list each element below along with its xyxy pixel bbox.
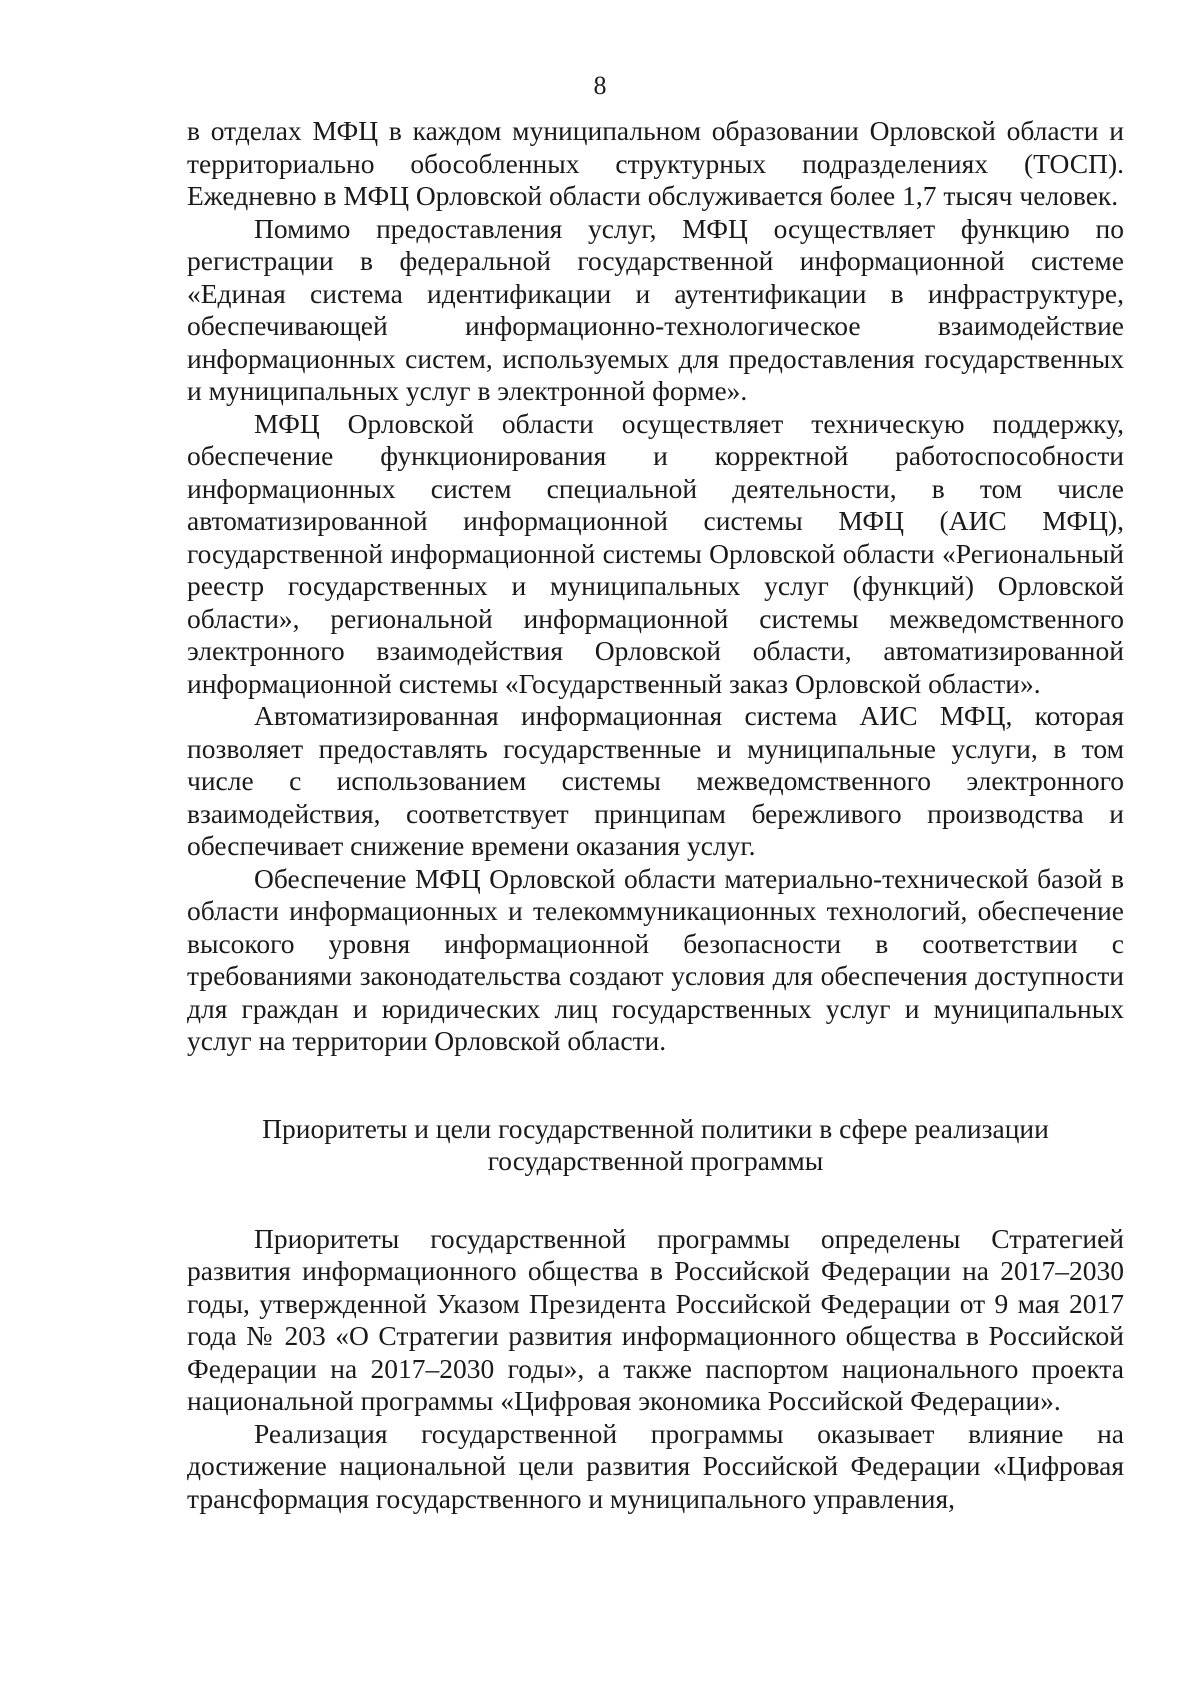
spacer bbox=[187, 1178, 1124, 1223]
spacer bbox=[187, 1058, 1124, 1113]
paragraph-ais-mfc: Автоматизированная информационная система АИС МФЦ, которая позволяет предоставлять государственные и муниципальные услуги, в том числе с использованием системы межведомственного электронного взаимодействия, соответствует принципам бережливого производства и обеспечивает снижение времени оказания услуг. bbox=[187, 700, 1124, 861]
paragraph-technical-support: МФЦ Орловской области осуществляет техническую поддержку, обеспечение функционирования и корректной работоспособности информационных систем специальной деятельности, в том числе автоматизированной информационной системы МФЦ (АИС МФЦ), государственной информационной системы Орловской области «Региональный реестр государственных и муниципальных услуг (функций) Орловской области», региональной информационной системы межведомственного электронного взаимодействия Орловской области, автоматизированной информационной системы «Государственный заказ Орловской области». bbox=[187, 407, 1124, 699]
paragraph-continuation: в отделах МФЦ в каждом муниципальном образовании Орловской области и территориально обособленных структурных подразделениях (ТОСП). Ежедневно в МФЦ Орловской области обслуживается более 1,7 тысяч человек. bbox=[187, 115, 1124, 211]
document-body bbox=[187, 115, 1124, 1515]
paragraph-implementation: Реализация государственной программы оказывает влияние на достижение национальной цели развития Российской Федерации «Цифровая трансформация государственного и муниципального управления, bbox=[187, 1417, 1124, 1514]
section-heading: Приоритеты и цели государственной политики в сфере реализации государственной программы bbox=[262, 1112, 1049, 1176]
paragraph-registration: Помимо предоставления услуг, МФЦ осуществляет функцию по регистрации в федеральной государственной информационной системе «Единая система идентификации и аутентификации в инфраструктуре, обеспечивающей информационно-технологическое взаимодействие информационных систем, используемых для предоставления государственных и муниципальных услуг в электронной форме». bbox=[187, 212, 1124, 406]
paragraph-material-base: Обеспечение МФЦ Орловской области материально-технической базой в области информационных и телекоммуникационных технологий, обеспечение высокого уровня информационной безопасности в соответствии с требованиями законодательства создают условия для обеспечения доступности для граждан и юридических лиц государственных услуг и муниципальных услуг на территории Орловской области. bbox=[187, 862, 1124, 1056]
page-number: 8 bbox=[593, 71, 607, 100]
paragraph-priorities: Приоритеты государственной программы определены Стратегией развития информационного общества в Российской Федерации на 2017–2030 годы, утвержденной Указом Президента Российской Федерации от 9 мая 2017 года № 203 «О Стратегии развития информационного общества в Российской Федерации на 2017–2030 годы», а также паспортом национального проекта национальной программы «Цифровая экономика Российской Федерации». bbox=[187, 1222, 1124, 1416]
